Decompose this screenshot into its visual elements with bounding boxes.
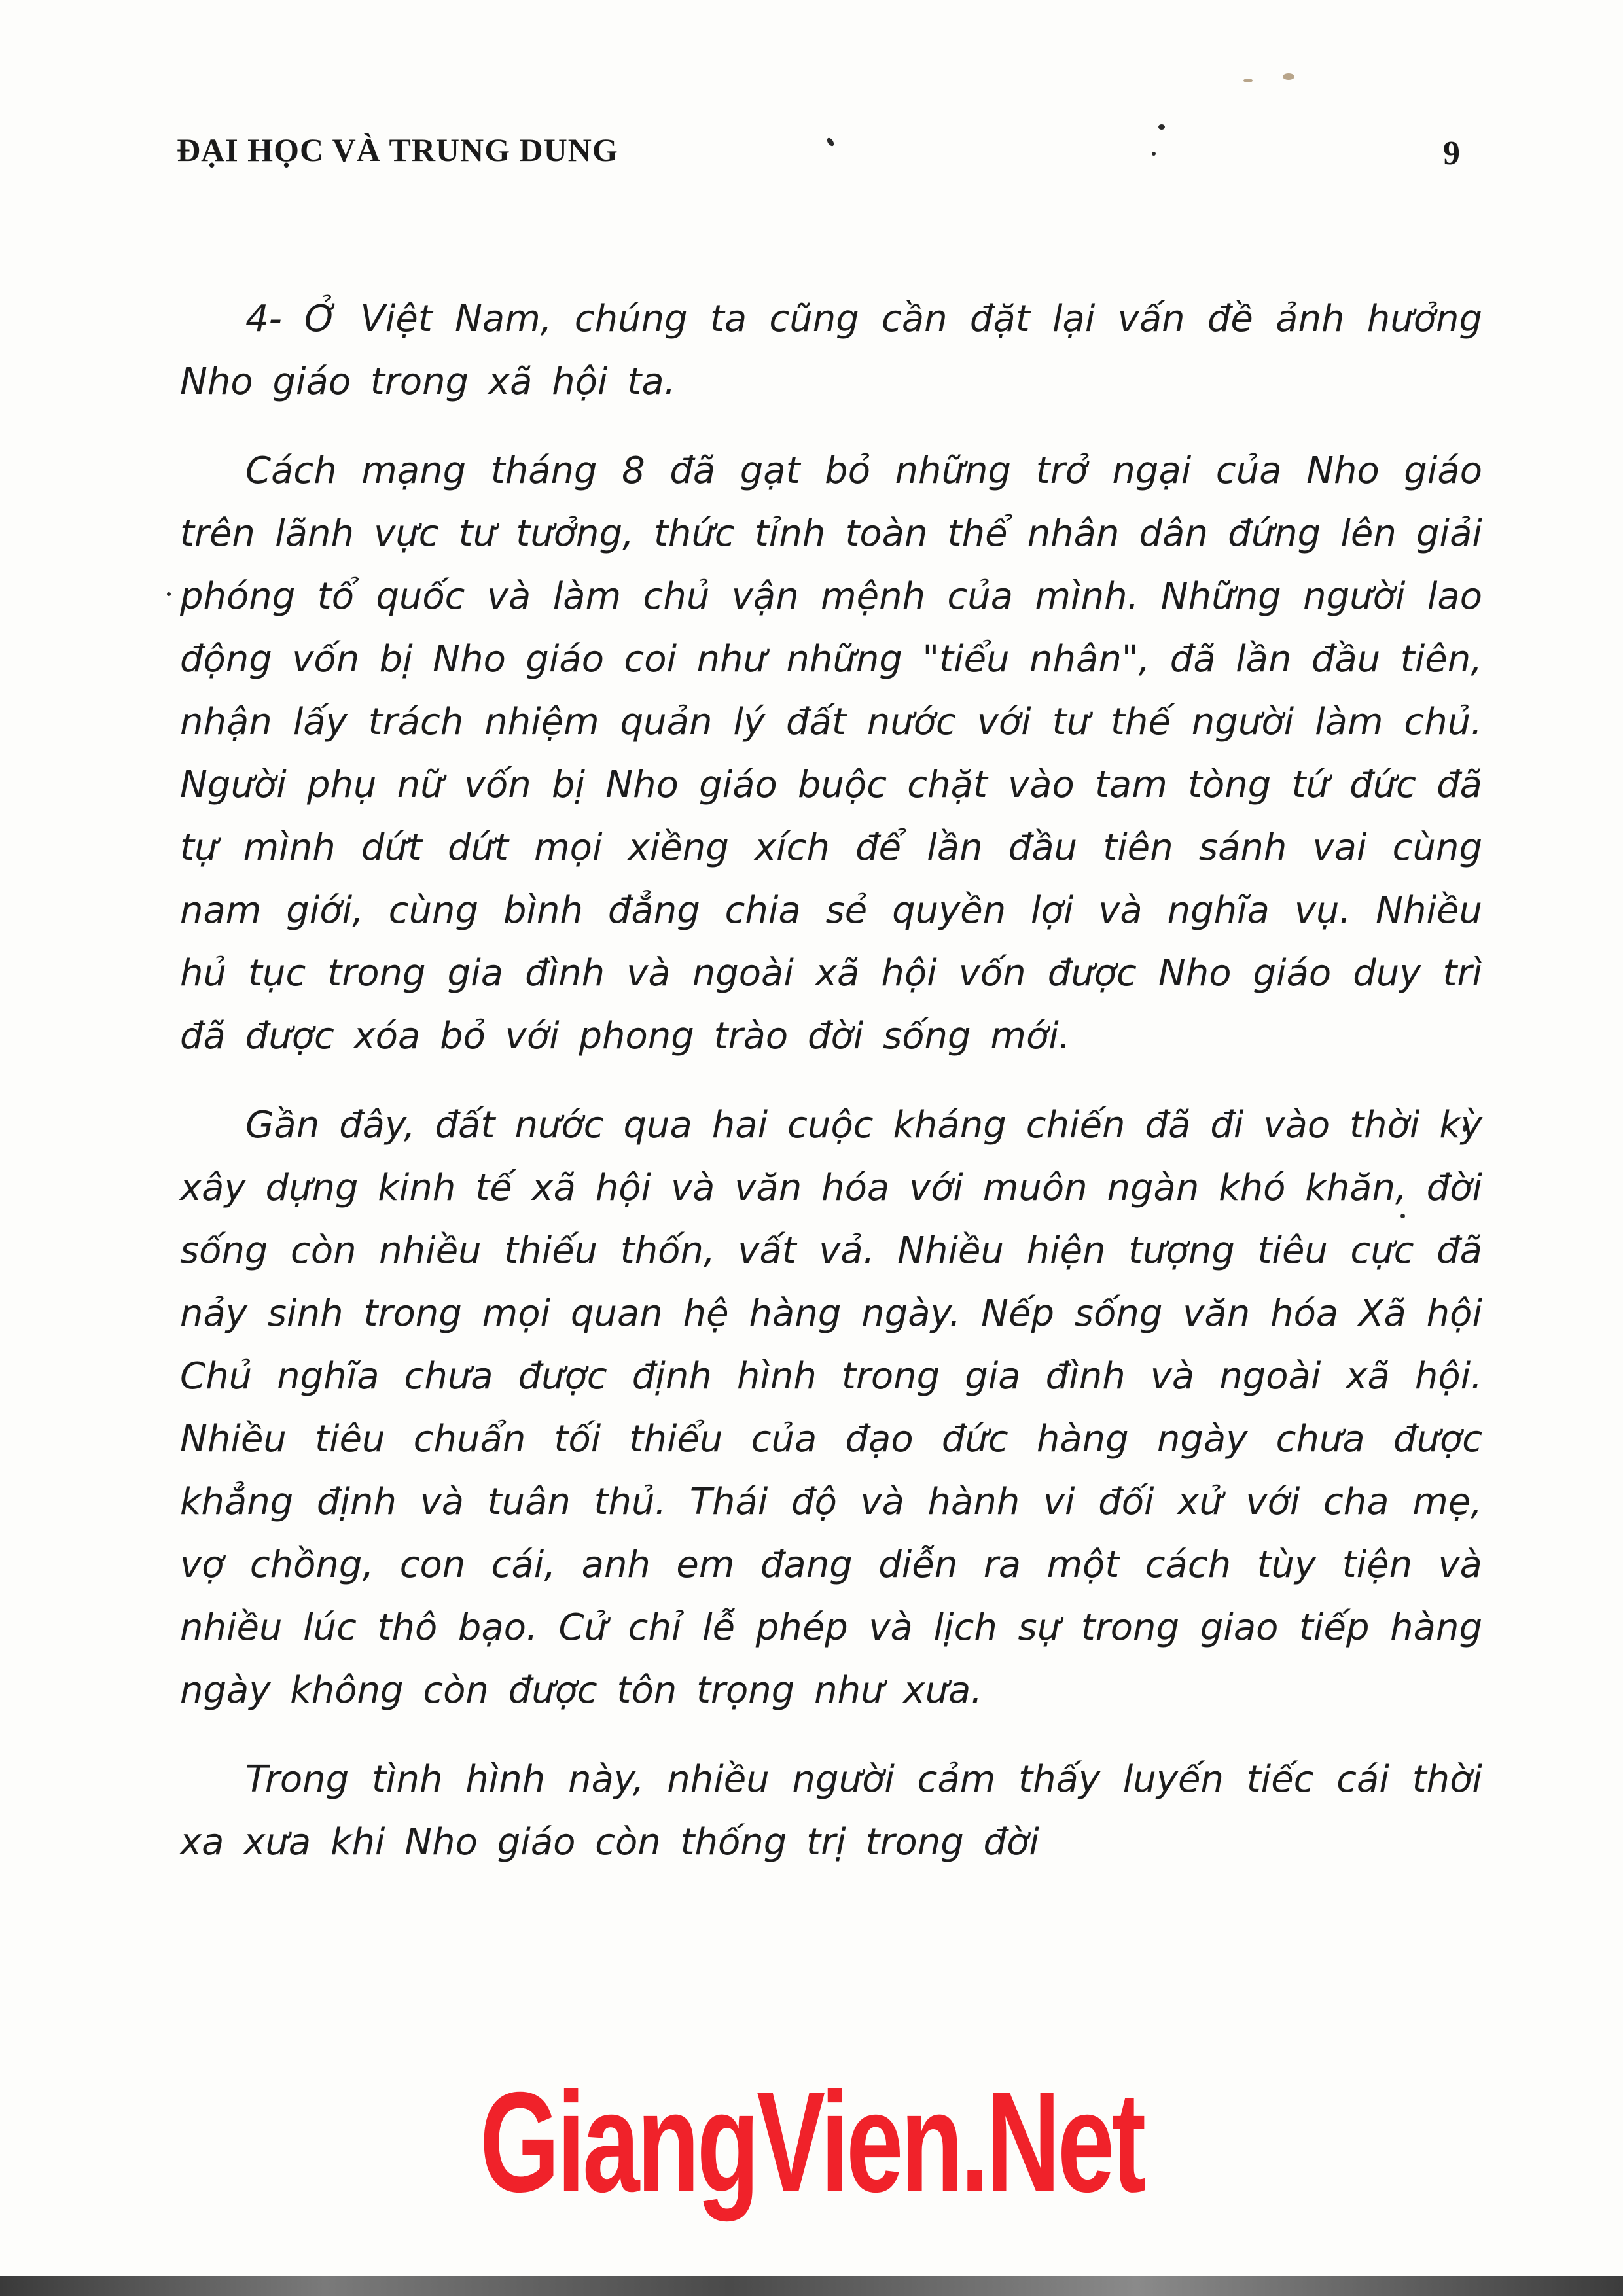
watermark: GiangVien.Net xyxy=(480,2063,1143,2222)
scan-speck xyxy=(1283,73,1294,80)
paragraph: 4- Ở Việt Nam, chúng ta cũng cần đặt lại vấn đề ảnh hưởng Nho giáo trong xã hội ta. xyxy=(180,298,1482,403)
body-text xyxy=(180,288,1482,1900)
scan-speck xyxy=(1243,79,1253,82)
scan-bottom-edge xyxy=(0,2276,1623,2296)
scan-speck xyxy=(826,137,836,147)
scan-speck xyxy=(167,592,171,596)
paragraph: Trong tình hình này, nhiều người cảm thấy luyến tiếc cái thời xa xưa khi Nho giáo còn thống trị trong đời xyxy=(180,1758,1482,1863)
running-title: ĐẠI HỌC VÀ TRUNG DUNG xyxy=(177,132,618,168)
scan-speck xyxy=(1152,152,1156,156)
page-number: 9 xyxy=(1443,135,1460,172)
scan-speck xyxy=(1158,124,1165,130)
paragraph: Gần đây, đất nước qua hai cuộc kháng chiến đã đi vào thời kỳ xây dựng kinh tế xã hội và văn hóa với muôn ngàn khó khăn, đời sống còn nhiều thiếu thốn, vất vả. Nhiều hiện tượng tiêu cực đã nảy sinh trong mọi quan hệ hàng ngày. Nếp sống văn hóa Xã hội Chủ nghĩa chưa được định hình trong gia đình và ngoài xã hội. Nhiều tiêu chuẩn tối thiểu của đạo đức hàng ngày chưa được khẳng định và tuân thủ. Thái độ và hành vi đối xử với cha mẹ, vợ chồng, con cái, anh em đang diễn ra một cách tùy tiện và nhiều lúc thô bạo. Cử chỉ lễ phép và lịch sự trong giao tiếp hàng ngày không còn được tôn trọng như xưa. xyxy=(180,1104,1482,1712)
paragraph: Cách mạng tháng 8 đã gạt bỏ những trở ngại của Nho giáo trên lãnh vực tư tưởng, thức tỉnh toàn thể nhân dân đứng lên giải phóng tổ quốc và làm chủ vận mệnh của mình. Những người lao động vốn bị Nho giáo coi như những "tiểu nhân", đã lần đầu tiên, nhận lấy trách nhiệm quản lý đất nước với tư thế người làm chủ. Người phụ nữ vốn bị Nho giáo buộc chặt vào tam tòng tứ đức đã tự mình dứt dứt mọi xiềng xích để lần đầu tiên sánh vai cùng nam giới, cùng bình đẳng chia sẻ quyền lợi và nghĩa vụ. Nhiều hủ tục trong gia đình và ngoài xã hội vốn được Nho giáo duy trì đã được xóa bỏ với phong trào đời sống mới. xyxy=(180,450,1482,1057)
